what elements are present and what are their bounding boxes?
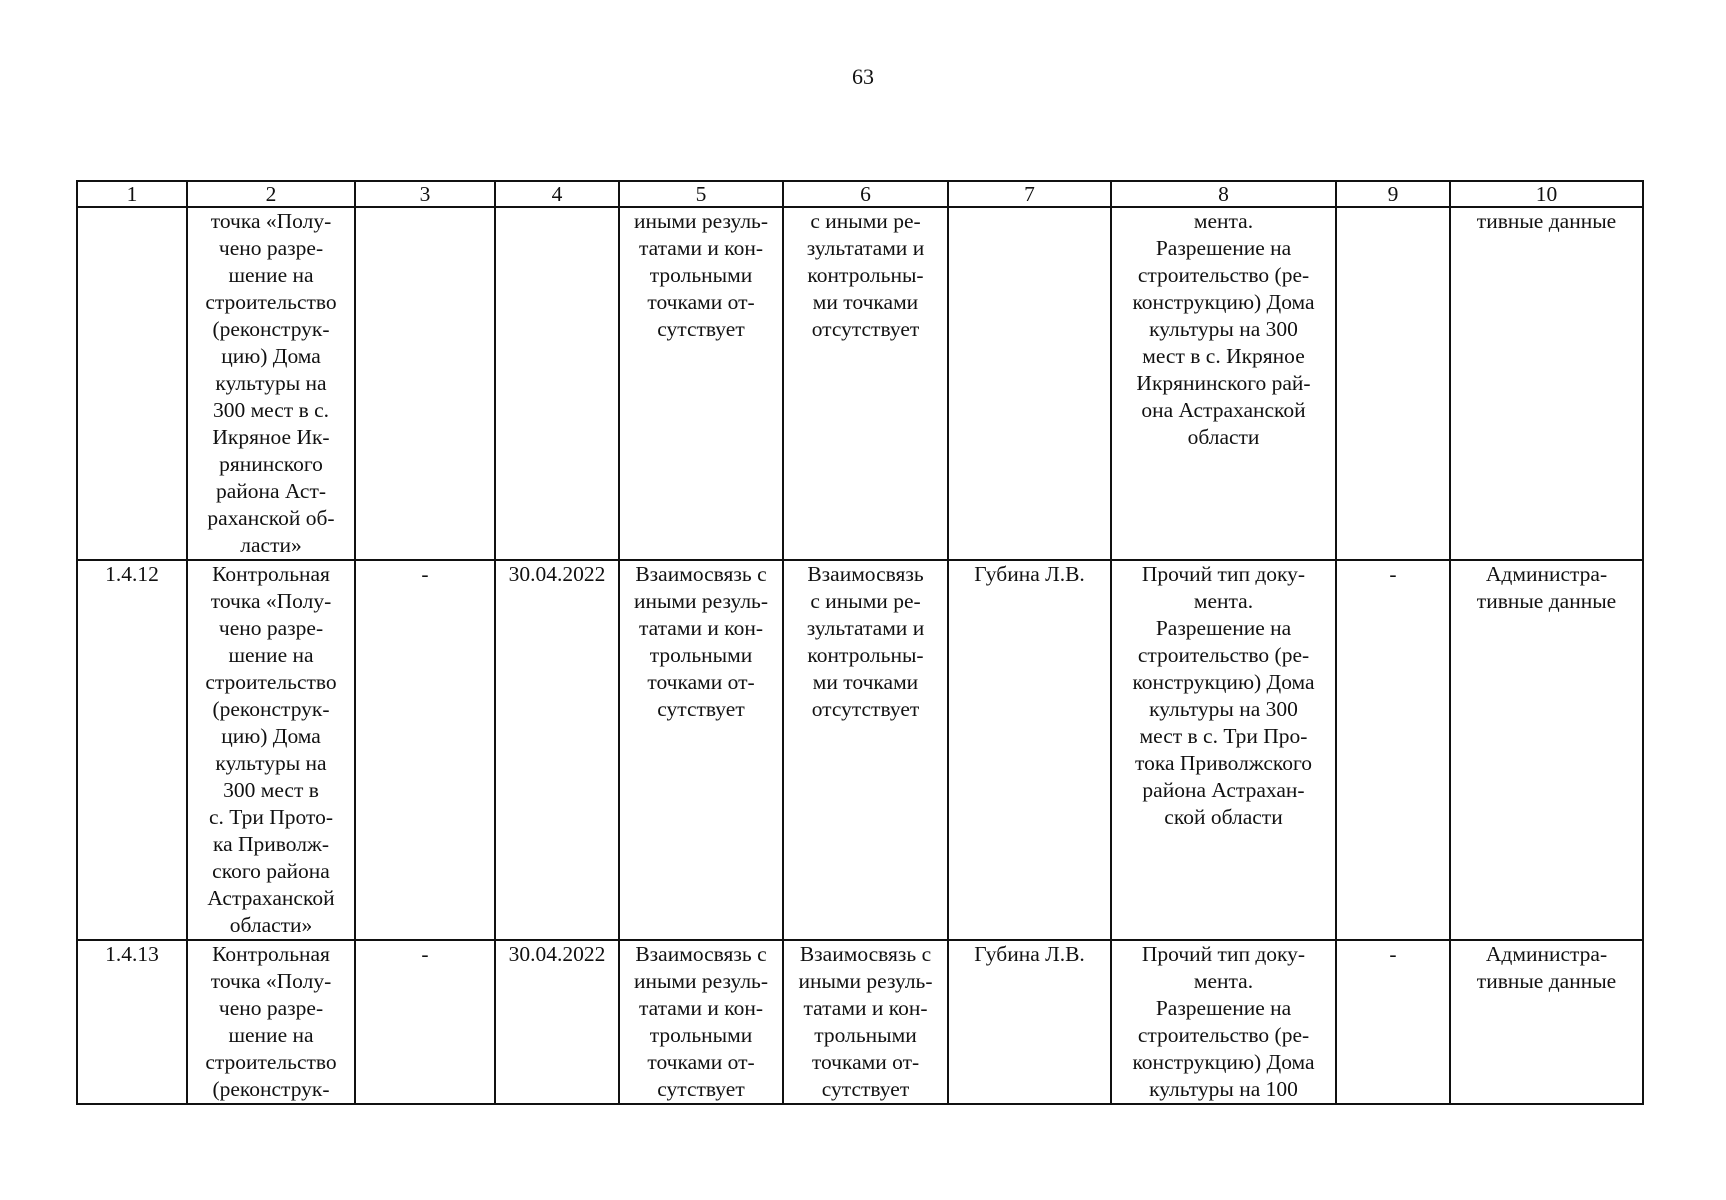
- date-cell: 30.04.2022: [495, 940, 619, 1104]
- text-line: строительство: [205, 670, 337, 694]
- table-row: [77, 207, 1643, 560]
- text-line: культуры на: [215, 751, 327, 775]
- control-point-name-cell: [187, 207, 355, 560]
- column-header: 2: [187, 181, 355, 207]
- table-row: [77, 940, 1643, 1104]
- text-line: зультатами и: [806, 616, 925, 640]
- text-line: иными резуль-: [633, 209, 769, 233]
- text-line: тивные данные: [1476, 209, 1617, 233]
- table-row: [77, 560, 1643, 940]
- text-line: контрольны-: [807, 643, 924, 667]
- data-source-cell: [1450, 207, 1643, 560]
- text-line: культуры на: [215, 371, 327, 395]
- text-line: иными резуль-: [798, 969, 933, 993]
- text-line: татами и кон-: [639, 236, 763, 260]
- text-line: (реконструк-: [212, 1077, 330, 1101]
- data-source-cell: [1450, 560, 1643, 940]
- text-line: точками от-: [811, 1050, 920, 1074]
- column-header: 7: [948, 181, 1111, 207]
- text-line: точками от-: [647, 290, 755, 314]
- text-line: ской области: [1164, 805, 1283, 829]
- text-line: Взаимосвязь с: [635, 562, 767, 586]
- text-line: строительство: [205, 290, 337, 314]
- text-line: цию) Дома: [221, 724, 321, 748]
- text-line: тивные данные: [1476, 969, 1617, 993]
- text-line: сутствует: [657, 1077, 745, 1101]
- data-source-cell: [1450, 940, 1643, 1104]
- text-line: тока Приволжского: [1134, 751, 1313, 775]
- text-line: 300 мест в с.: [212, 398, 330, 422]
- responsible-cell: Губина Л.В.: [948, 940, 1111, 1104]
- col9-cell: -: [1336, 560, 1450, 940]
- text-line: ка Приволж-: [212, 832, 330, 856]
- relation-cell: [619, 940, 783, 1104]
- text-line: точка «Полу-: [210, 969, 332, 993]
- col9-cell: [1336, 207, 1450, 560]
- text-line: иными резуль-: [633, 969, 769, 993]
- text-line: мента.: [1193, 209, 1254, 233]
- text-line: мента.: [1193, 589, 1254, 613]
- text-line: конструкцию) Дома: [1132, 290, 1315, 314]
- text-line: она Астраханской: [1141, 398, 1306, 422]
- text-line: конструкцию) Дома: [1132, 1050, 1315, 1074]
- text-line: чено разре-: [218, 236, 324, 260]
- document-cell: [1111, 560, 1336, 940]
- control-point-name-cell: [187, 560, 355, 940]
- text-line: тивные данные: [1476, 589, 1617, 613]
- relation-cell: [783, 207, 948, 560]
- text-line: конструкцию) Дома: [1132, 670, 1315, 694]
- text-line: татами и кон-: [639, 996, 763, 1020]
- text-line: с иными ре-: [810, 589, 921, 613]
- text-line: Икрянинского рай-: [1136, 371, 1311, 395]
- responsible-cell: [948, 207, 1111, 560]
- text-line: мест в с. Икряное: [1142, 344, 1305, 368]
- row-code-cell: 1.4.12: [77, 560, 187, 940]
- text-line: точками от-: [647, 670, 755, 694]
- text-line: строительство: [205, 1050, 337, 1074]
- text-line: контрольны-: [807, 263, 924, 287]
- text-line: мест в с. Три Про-: [1139, 724, 1308, 748]
- column-number-row: [77, 181, 1643, 207]
- text-line: точками от-: [647, 1050, 755, 1074]
- text-line: Астраханской: [207, 886, 335, 910]
- text-line: культуры на 300: [1149, 317, 1298, 341]
- column-header: 1: [77, 181, 187, 207]
- text-line: чено разре-: [218, 996, 324, 1020]
- col3-cell: [355, 207, 495, 560]
- text-line: области: [1187, 425, 1260, 449]
- responsible-cell: Губина Л.В.: [948, 560, 1111, 940]
- date-cell: 30.04.2022: [495, 560, 619, 940]
- text-line: татами и кон-: [639, 616, 763, 640]
- text-line: Взаимосвязь с: [635, 942, 767, 966]
- text-line: Прочий тип доку-: [1141, 942, 1306, 966]
- column-header: 4: [495, 181, 619, 207]
- date-cell: [495, 207, 619, 560]
- document-cell: [1111, 940, 1336, 1104]
- text-line: шение на: [228, 1023, 314, 1047]
- text-line: шение на: [228, 643, 314, 667]
- text-line: Разрешение на: [1155, 236, 1292, 260]
- text-line: Икряное Ик-: [212, 425, 330, 449]
- text-line: цию) Дома: [221, 344, 321, 368]
- text-line: мента.: [1193, 969, 1254, 993]
- text-line: чено разре-: [218, 616, 324, 640]
- column-header: 3: [355, 181, 495, 207]
- text-line: зультатами и: [806, 236, 925, 260]
- relation-cell: [619, 207, 783, 560]
- text-line: ского района: [212, 859, 330, 883]
- row-code-cell: [77, 207, 187, 560]
- control-point-name-cell: [187, 940, 355, 1104]
- col3-cell: -: [355, 940, 495, 1104]
- text-line: трольными: [649, 1023, 753, 1047]
- text-line: Разрешение на: [1155, 616, 1292, 640]
- text-line: Взаимосвязь: [807, 562, 924, 586]
- column-header: 9: [1336, 181, 1450, 207]
- document-cell: [1111, 207, 1336, 560]
- page-number: 63: [852, 64, 874, 89]
- text-line: точка «Полу-: [210, 589, 332, 613]
- text-line: Прочий тип доку-: [1141, 562, 1306, 586]
- relation-cell: [783, 560, 948, 940]
- text-line: рянинского: [219, 452, 323, 476]
- text-line: Администра-: [1485, 942, 1608, 966]
- text-line: области»: [229, 913, 313, 937]
- column-header: 5: [619, 181, 783, 207]
- text-line: Контрольная: [212, 562, 330, 586]
- text-line: (реконструк-: [212, 697, 330, 721]
- text-line: с иными ре-: [810, 209, 921, 233]
- text-line: трольными: [814, 1023, 917, 1047]
- text-line: сутствует: [821, 1077, 910, 1101]
- text-line: Взаимосвязь с: [799, 942, 932, 966]
- text-line: сутствует: [657, 317, 745, 341]
- text-line: 300 мест в: [223, 778, 319, 802]
- text-line: отсутствует: [811, 697, 920, 721]
- text-line: ми точками: [812, 290, 919, 314]
- column-header: 8: [1111, 181, 1336, 207]
- text-line: Разрешение на: [1155, 996, 1292, 1020]
- text-line: ми точками: [812, 670, 919, 694]
- text-line: трольными: [649, 643, 753, 667]
- text-line: иными резуль-: [633, 589, 769, 613]
- col9-cell: -: [1336, 940, 1450, 1104]
- text-line: Контрольная: [212, 942, 330, 966]
- text-line: точка «Полу-: [210, 209, 332, 233]
- text-line: трольными: [649, 263, 753, 287]
- text-line: Администра-: [1485, 562, 1608, 586]
- text-line: с. Три Прото-: [208, 805, 333, 829]
- column-header: 10: [1450, 181, 1643, 207]
- text-line: культуры на 300: [1149, 697, 1298, 721]
- row-code-cell: 1.4.13: [77, 940, 187, 1104]
- column-header: 6: [783, 181, 948, 207]
- text-line: района Аст-: [215, 479, 327, 503]
- text-line: ласти»: [240, 533, 302, 557]
- text-line: района Астрахан-: [1142, 778, 1305, 802]
- relation-cell: [783, 940, 948, 1104]
- text-line: шение на: [228, 263, 314, 287]
- text-line: строительство (ре-: [1137, 1023, 1310, 1047]
- text-line: татами и кон-: [803, 996, 928, 1020]
- text-line: сутствует: [657, 697, 745, 721]
- col3-cell: -: [355, 560, 495, 940]
- text-line: отсутствует: [811, 317, 920, 341]
- text-line: строительство (ре-: [1137, 263, 1310, 287]
- text-line: строительство (ре-: [1137, 643, 1310, 667]
- text-line: (реконструк-: [212, 317, 330, 341]
- relation-cell: [619, 560, 783, 940]
- text-line: раханской об-: [207, 506, 335, 530]
- text-line: культуры на 100: [1149, 1077, 1298, 1101]
- plan-table: [76, 180, 1644, 1105]
